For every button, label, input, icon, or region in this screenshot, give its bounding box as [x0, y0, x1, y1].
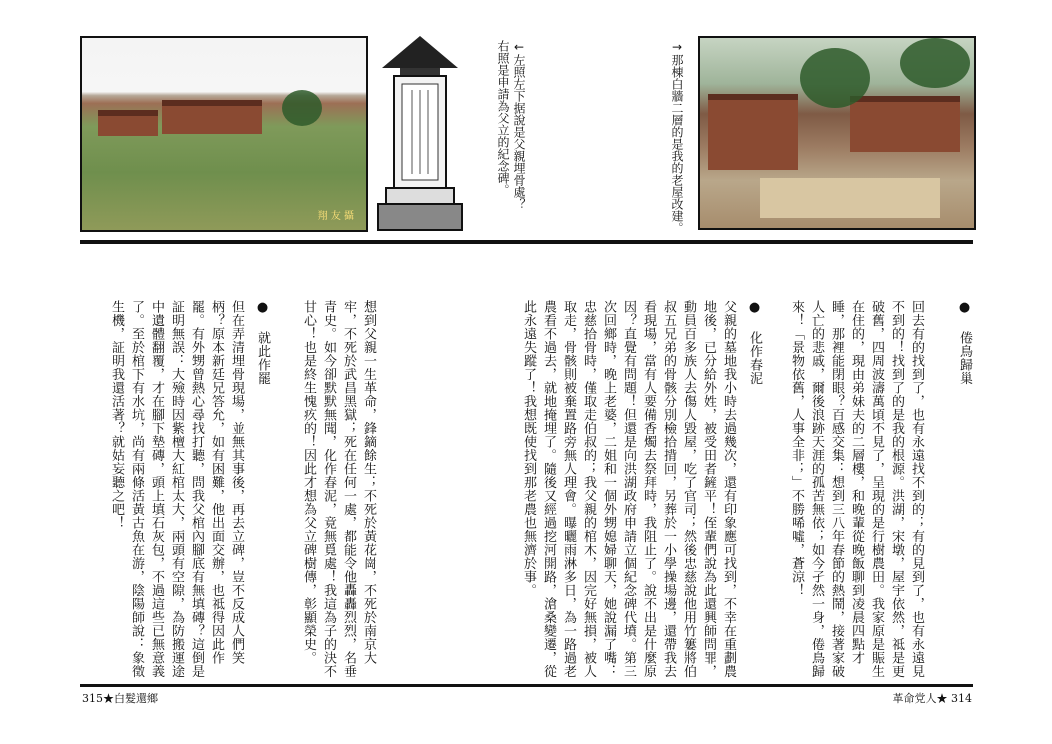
tree	[900, 38, 970, 88]
caption-left-photo-1: ←左照左下据說是父親埋骨處？	[512, 40, 526, 210]
footer-right-page-label: 革命党人★ 314	[892, 692, 972, 705]
section-heading-2: ● 化作春泥	[747, 300, 762, 385]
photo-old-house	[698, 36, 976, 230]
caption-left-photo-2: 右照是申請為父立的紀念碑。	[496, 40, 510, 196]
photo-credit: 翔 友 攝	[317, 211, 354, 222]
section-body-3: 但在弄清埋骨現場，並無其事後，再去立碑，豈不反成人們笑柄？原本新廷兄答允，如有困難，他出面交辦，也祗得因此作罷。有外甥曾熱心尋找打聽，問我父棺內腳底有無填磚？這倒是証明無誤：大殮時因紫檀大紅棺太大，兩頭有空隙，為防搬運途中遺體翻覆，才在腳下墊磚，頭上填石灰包，不過這些已無意義了。至於棺下有水坑，尚有兩條活黃古魚在游，陰陽師說：象徵生機，証明我還活著？就姑妄聽之吧！	[109, 300, 244, 678]
tree	[282, 90, 322, 126]
section-body-2: 父親的墓地我小時去過幾次，還有印象應可找到，不幸在重劃農地後，已分給外姓，被受田者鏟平！侄輩們說為此還興師問罪，動員百多族人去傷人毀屋，吃了官司；然後忠慈說他用竹簍將伯叔五兄弟的骨骸分別檢拾揹回，另葬於一小學操場邊，還帶我去看現場，當有人要備香燭去祭拜時，我阻止了。說不出是什麼原因？直覺有問題！但還是向洪湖政府申請立個紀念碑代墳。第三次回鄉時，晚上老婆，二姐和一個外甥媳婦聊天，她說漏了嘴：忠慈拾骨時，僅取走伯叔的；我父親的棺木，因完好無損，被人取走，骨骸則被棄置路旁無人理會。曝曬雨淋多日，為一路過老農看不過去，就地掩埋了。隨後又經過挖河開路，滄桑變遷，從此永遠失蹤了！我想既使找到那老農也無濟於事。	[521, 300, 736, 678]
section-heading-1: ● 倦鳥歸巢	[957, 300, 972, 385]
dirt-road	[760, 178, 940, 218]
tree	[800, 48, 870, 108]
building-small	[98, 110, 158, 136]
section-body-2b: 想到父親一生革命，鋒鏑餘生；不死於黃花崗，不死於南京大牢，不死於武昌黑獄；死在任何一處，都能令他轟轟烈烈，名垂青史。如今卻默默無聞，化作春泥，竟無覓處！我這為子的決不甘心！也是終生愧疚的！因此才想為父立碑樹傳，彰顯榮史。	[301, 300, 376, 678]
caption-right-photo: →那棟白牆二層的是我的老屋改建。	[670, 40, 684, 234]
bottom-divider	[80, 684, 973, 687]
building-red-roof	[162, 100, 262, 134]
photo-burial-site	[80, 36, 368, 232]
section-heading-3: ● 就此作罷	[255, 300, 270, 385]
rebuilt-house	[850, 96, 960, 152]
old-house-wall	[708, 94, 798, 170]
section-body-1: 回去有的找到了，也有永遠找不到的；有的見到了，也有永遠見不到的！找到了的是我的根源。洪湖，宋墩，屋宇依然，祗是更破舊，四周波濤萬頃不見了，呈現的是行樹農田。我家原是賑生在住的，現由弟妹夫的二層樓，和晚輩從晚飯聊到凌晨四點才睡，那裡能閉眼？百感交集：想到三八年春節的熱鬧，接著家破人亡的悲戚，爾後浪跡天涯的孤苦無依；如今孑然一身，倦鳥歸來！「景物依舊，人事全非；」不勝唏噓，蒼涼！	[789, 300, 924, 678]
footer-left-page-label: 315★白髮還鄉	[82, 692, 158, 705]
top-divider	[80, 240, 973, 244]
memorial-monument-illustration	[372, 34, 468, 236]
